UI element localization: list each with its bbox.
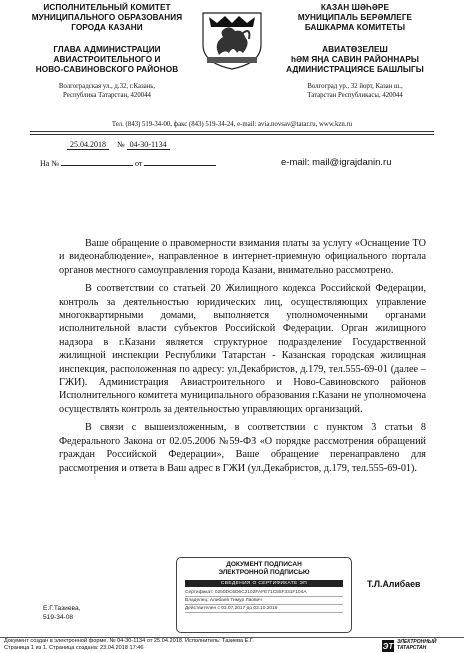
incoming-reference: На № от — [40, 158, 216, 168]
contact-line: Тел. (843) 519-34-00, факс (843) 519-34-24, e-mail: avia.novsav@tatar.ru, www.kzn.ru — [111, 121, 353, 128]
letter-date: 25.04.2018 — [67, 140, 109, 150]
left-admin-name: ГЛАВА АДМИНИСТРАЦИИ АВИАСТРОИТЕЛЬНОГО И НОВО-САВИНОВСКОГО РАЙОНОВ — [35, 45, 179, 74]
left-address: Волгоградская ул., д.32, г.Казань, Республика Татарстан, 420044 — [58, 83, 156, 99]
header-rule — [30, 131, 434, 132]
outgoing-reference: 25.04.2018 № 04-30-1134 — [67, 140, 170, 150]
signer-name: Т.Л.Алибаев — [367, 579, 421, 589]
certificate-details: Сертификат: 0250DC6D6C2102FAFE71C55F331F104A Владелец: Алибаев Тимур Лаович Действителен с 03.07.2017 до 03.10.2018 — [185, 589, 343, 613]
executor-info: Е.Г.Тазиева, 519-34-08 — [43, 605, 81, 621]
right-admin-name: АВИАТӨЗЕЛЕШ hӘМ ЯҢА САВИН РАЙОННАРЫ АДМИНИСТРАЦИЯСЕ БАШЛЫГЫ — [286, 45, 424, 74]
header-rule-thin — [30, 134, 434, 135]
electronic-tatarstan-logo: ЭТ ЭЛЕКТРОННЫЙ ТАТАРСТАН — [382, 639, 437, 651]
left-org-name: ИСПОЛНИТЕЛЬНЫЙ КОМИТЕТ МУНИЦИПАЛЬНОГО ОБРАЗОВАНИЯ ГОРОДА КАЗАНИ — [31, 3, 183, 32]
certificate-info-bar: СВЕДЕНИЯ О СЕРТИФИКАТЕ ЭП — [185, 580, 343, 587]
letter-number: 04-30-1134 — [127, 140, 170, 150]
document-footer: Документ создан в электронной форме. № 04-30-1134 от 25.04.2018. Исполнитель: Тазиева Е.Г. Страница 1 из 1. Страница создана: 23.04.2018 17:46 ЭТ ЭЛЕКТРОННЫЙ ТАТАРСТАН — [0, 637, 464, 653]
right-org-name: КАЗАН ШӘҺӘРЕ МУНИЦИПАЛЬ БЕРӘМЛЕГЕ БАШКАРМА КОМИТЕТЫ — [297, 3, 413, 32]
letterhead-left — [22, 3, 192, 100]
paragraph-1: Ваше обращение о правомерности взимания платы за услугу «Оснащение ТО и видеонаблюдение», направленное в интернет-приемную официального портала органов местного самоуправления города Казани, внимательно рассмотрено. — [59, 238, 426, 276]
paragraph-3: В связи с вышеизложенным, в соответствии с пунктом 3 статьи 8 Федерального Закона от 02.05.2006 №59-ФЗ «О порядке рассмотрения обращений граждан Российской Федерации», Ваше обращение перенаправлено для рассмотрения и ответа в Ваш адрес в ГЖИ (ул.Декабристов, д.179, тел.555-69-01). — [59, 422, 426, 474]
recipient-email: e-mail: mail@igrajdanin.ru — [281, 157, 392, 168]
letter-body — [59, 237, 426, 480]
paragraph-2: В соответствии со статьей 20 Жилищного кодекса Российской Федерации, контроль за деятельностью юридических лиц, осуществляющих управление многоквартирными домами, выполняется уполномоченными органами исполнительной власти субъектов Российской Федерации. Орган жилищного надзора в г.Казани является структурное подразделение Государственной жилищной инспекции Республики Татарстан - Казанская городская жилищная инспекция, расположенная по адресу: ул.Декабристов, д.179, тел.555-69-01 (далее – ГЖИ). Администрация Авиастроительного и Ново-Савиновского районов Исполнительного комитета муниципального образования г.Казани не уполномочена осуществлять контроль за деятельностью управляющих организаций. — [59, 283, 426, 415]
tatarstan-logo-icon: ЭТ — [382, 641, 394, 651]
letterhead-right — [270, 3, 440, 100]
letterhead — [0, 3, 464, 121]
electronic-signature-stamp: ДОКУМЕНТ ПОДПИСАН ЭЛЕКТРОННОЙ ПОДПИСЬЮ СВЕДЕНИЯ О СЕРТИФИКАТЕ ЭП Сертификат: 0250DC6D6C2102FAFE71C55F331F104A Владелец: Алибаев Тимур Лаович Действителен с 03.07.2017 до 03.10.2018 — [176, 557, 352, 633]
right-address: Волгоград ур., 32 йорт, Казан ш., Татарстан Республикасы, 420044 — [307, 83, 403, 99]
kazan-coat-of-arms-icon — [199, 9, 265, 71]
